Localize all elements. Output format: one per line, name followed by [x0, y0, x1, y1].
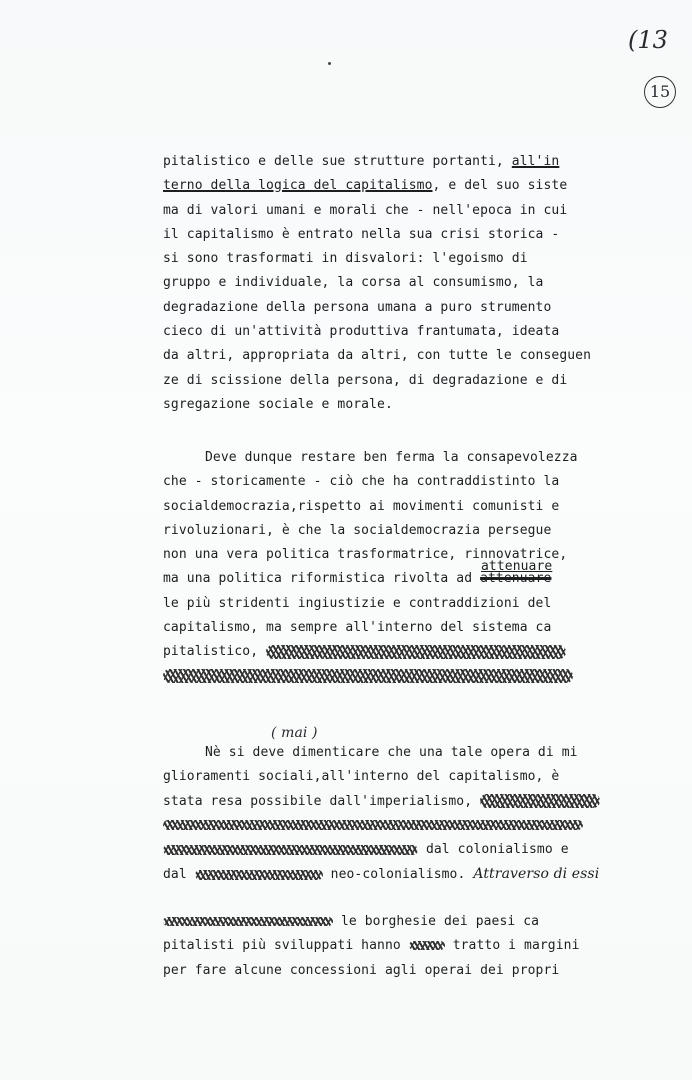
text-line: si sono trasformati in disvalori: l'egoismo di [163, 251, 528, 267]
text-line: cieco di un'attività produttiva frantumata, ideata [163, 324, 560, 340]
scribbled-out-text [266, 645, 566, 659]
scribbled-out-text [163, 820, 583, 830]
text-line: dal neo-colonialismo. Attraverso di essi [163, 866, 600, 883]
text-line: le borghesie dei paesi ca [163, 910, 603, 934]
scribbled-out-text [409, 941, 445, 950]
text-line: per fare alcune concessioni agli operai dei propri [163, 962, 560, 978]
text-line: stata resa possibile dall'imperialismo, [163, 790, 603, 814]
text-line: dal colonialismo e [163, 838, 603, 862]
scribbled-out-text [163, 669, 573, 683]
paragraph-1 [163, 150, 603, 417]
text-line: da altri, appropriata da altri, con tutte le conseguen [163, 348, 592, 364]
handwritten-insert-attraverso: Attraverso di essi [473, 866, 600, 883]
text-line: Deve dunque restare ben ferma la consapevolezza [205, 450, 578, 465]
scribbled-out-text [480, 794, 600, 808]
scribbled-out-text [163, 917, 333, 926]
text-line: le più stridenti ingiustizie e contraddizioni del [163, 595, 552, 611]
scribbled-out-text [195, 870, 323, 880]
text-line: rivoluzionari, è che la socialdemocrazia persegue [163, 522, 552, 538]
text-line: che - storicamente - ciò che ha contraddistinto la [163, 474, 560, 490]
paragraph-4 [163, 910, 603, 983]
text-line: non una vera politica trasformatrice, rinnovatrice, [163, 547, 568, 563]
text-line [163, 665, 603, 689]
inserted-word: attenuare [481, 559, 553, 575]
text-line: ma una politica riformistica rivolta ad attenuare attenuare [163, 567, 603, 591]
text-line: il capitalismo è entrato nella sua crisi storica - [163, 226, 560, 242]
text-line: sgregazione sociale e morale. [163, 396, 393, 412]
struck-word: attenuare [480, 571, 552, 587]
text-line: Nè si deve dimenticare che una tale opera di mi [205, 745, 578, 760]
paragraph-2 [163, 446, 603, 689]
page-number-circled: 15 [644, 76, 676, 108]
ink-dot [328, 62, 331, 65]
text-line: gruppo e individuale, la corsa al consumismo, la [163, 275, 544, 291]
handwritten-insert-mai: ( mai ) [271, 725, 318, 741]
text-line: ma di valori umani e morali che - nell'epoca in cui [163, 202, 568, 218]
text-line [163, 814, 603, 838]
text-line: degradazione della persona umana a puro strumento [163, 299, 552, 315]
text-line: socialdemocrazia,rispetto ai movimenti comunisti e [163, 498, 560, 514]
scribbled-out-text [163, 845, 418, 855]
text-line: capitalismo, ma sempre all'interno del sistema ca [163, 620, 552, 636]
text-line: terno della logica del capitalismo, e del suo siste [163, 178, 568, 194]
paragraph-3 [163, 725, 603, 887]
text-line: ze di scissione della persona, di degradazione e di [163, 372, 568, 388]
text-line: pitalistico e delle sue strutture portanti, all'in [163, 154, 560, 169]
page-number-handwritten: (13 [628, 26, 668, 54]
text-line: pitalistico, [163, 640, 603, 664]
text-line: glioramenti sociali,all'interno del capitalismo, è [163, 769, 560, 785]
text-line: pitalisti più sviluppati hanno tratto i margini [163, 938, 580, 954]
